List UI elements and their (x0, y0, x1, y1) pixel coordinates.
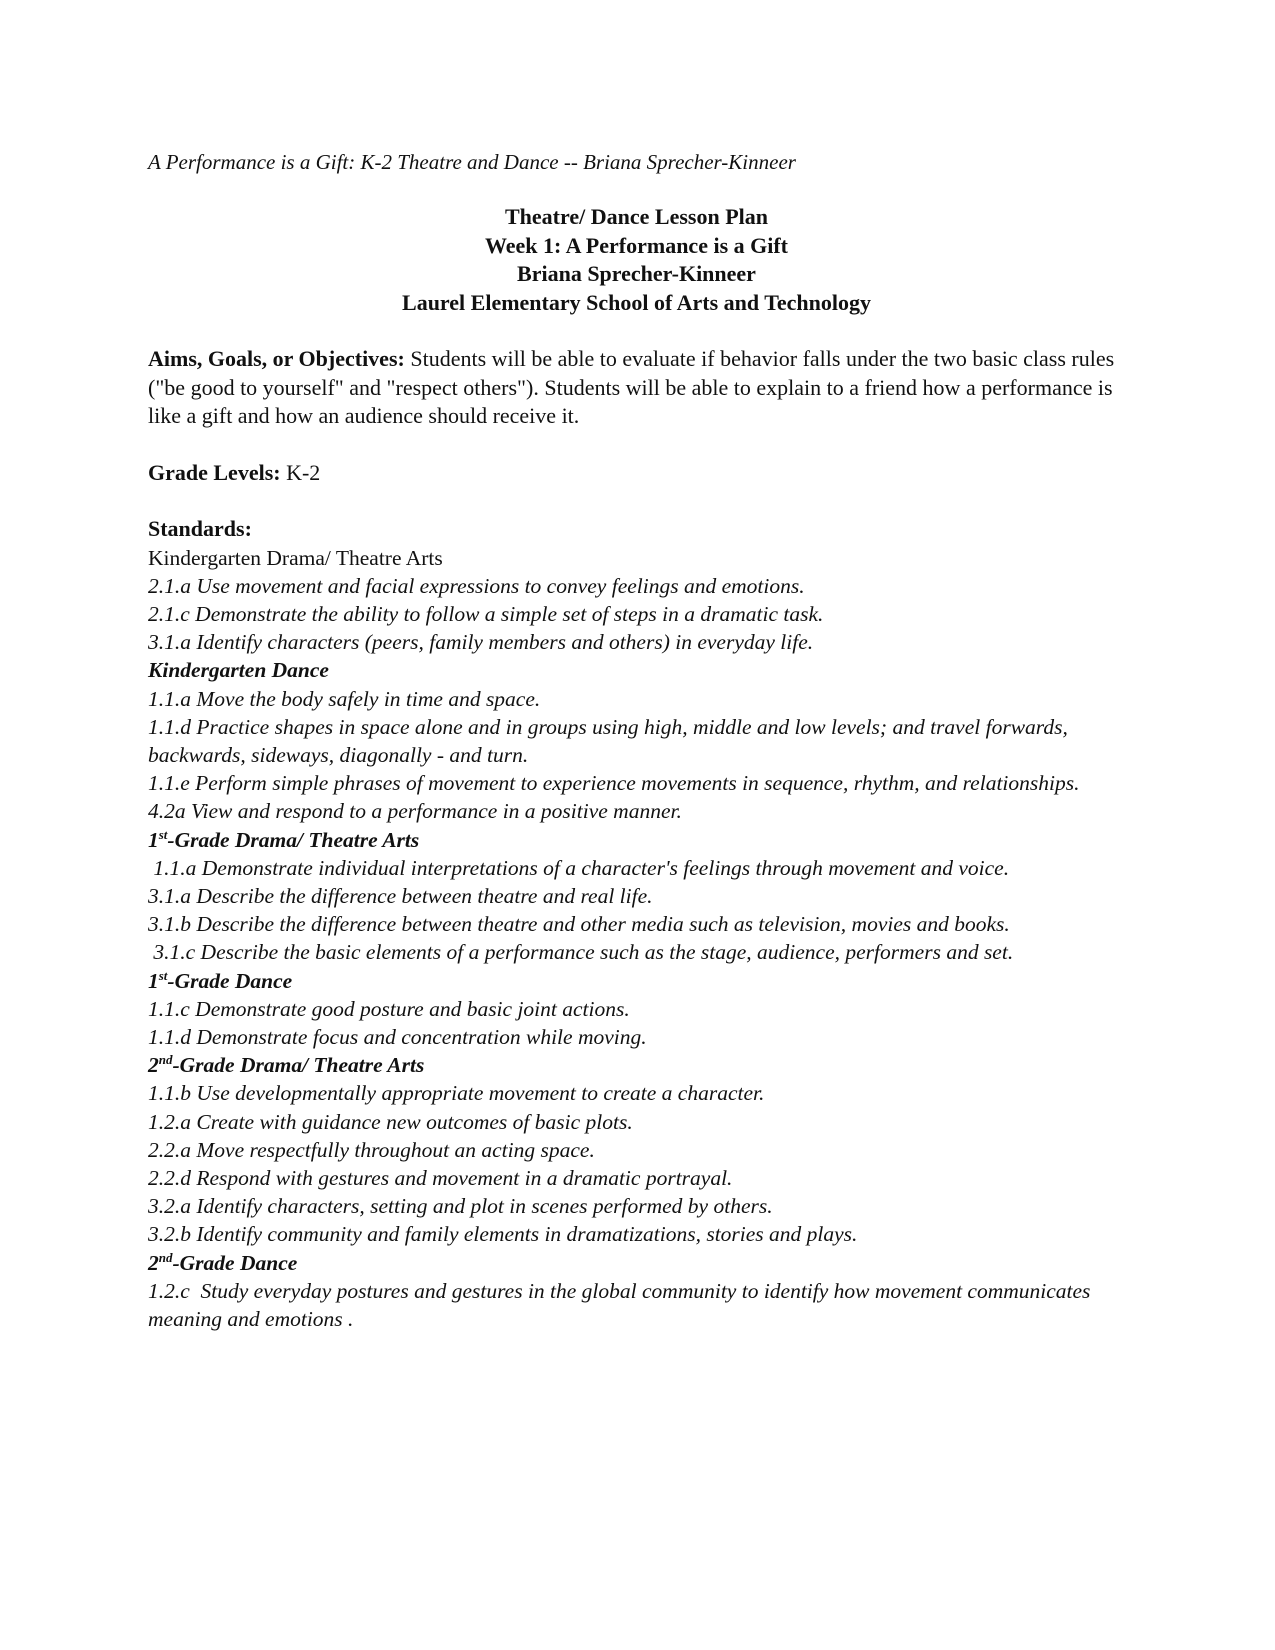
ordinal-suffix: st (158, 967, 168, 983)
heading-line-school: Laurel Elementary School of Arts and Technology (402, 289, 871, 315)
group-title-text: -Grade Drama/ Theatre Arts (172, 1053, 425, 1078)
standard-item: 1.1.e Perform simple phrases of movement to experience movements in sequence, rhythm, and relationships. (148, 771, 1080, 796)
group-title-k-drama: Kindergarten Drama/ Theatre Arts (148, 545, 443, 570)
standards-section (148, 515, 1125, 544)
standard-item: 1.1.b Use developmentally appropriate movement to create a character. (148, 1081, 765, 1106)
group-title-k-dance: Kindergarten Dance (148, 658, 329, 683)
group-title-g2-drama (148, 1051, 1125, 1079)
group-number: 2 (148, 1250, 159, 1275)
group-number: 1 (148, 827, 159, 852)
standards-list-k-drama (148, 572, 1125, 657)
standard-item: 1.1.d Practice shapes in space alone and in groups using high, middle and low levels; and travel forwards, backwards, sideways, diagonally - and turn. (148, 714, 1068, 767)
group-title-g1-dance (148, 967, 1125, 995)
group-number: 1 (148, 968, 159, 993)
heading-line-author: Briana Sprecher-Kinneer (517, 261, 756, 286)
standard-item: 1.1.c Demonstrate good posture and basic joint actions. (148, 996, 630, 1021)
grade-levels-label: Grade Levels: (148, 459, 281, 485)
standard-item: 3.1.a Describe the difference between theatre and real life. (148, 883, 653, 908)
standard-item: 4.2a View and respond to a performance in a positive manner. (148, 799, 682, 824)
running-title: A Performance is a Gift: K-2 Theatre and Dance -- Briana Sprecher-Kinneer (148, 150, 796, 174)
standards-list-g1-drama (148, 854, 1125, 967)
standard-item: 1.2.a Create with guidance new outcomes of basic plots. (148, 1109, 633, 1134)
grade-levels-value: K-2 (280, 459, 321, 485)
standard-item: 2.2.d Respond with gestures and movement in a dramatic portrayal. (148, 1165, 733, 1190)
group-title-g2-dance (148, 1249, 1125, 1277)
standard-item: 1.1.d Demonstrate focus and concentration while moving. (148, 1024, 647, 1049)
standard-item: 3.2.a Identify characters, setting and plot in scenes performed by others. (148, 1194, 773, 1219)
heading-line-week: Week 1: A Performance is a Gift (484, 232, 789, 258)
grade-levels-paragraph (148, 459, 1125, 488)
group-title-g1-drama (148, 826, 1125, 854)
group-number: 2 (148, 1053, 159, 1078)
ordinal-suffix: nd (158, 1249, 173, 1265)
standards-label: Standards: (148, 516, 252, 541)
aims-text: Students will be able to evaluate if behavior falls under the two basic class rules ("be good to yourself" and "respect others"). Students will be able to explain to a friend how a performance is like a gift and how an audience should receive it. (148, 346, 1115, 428)
standards-list-g1-dance (148, 995, 1125, 1051)
standard-item: 3.1.c Describe the basic elements of a performance such as the stage, audience, performers and set. (148, 940, 1014, 965)
aims-label: Aims, Goals, or Objectives: (148, 346, 405, 371)
standards-list-g2-dance (148, 1277, 1125, 1333)
standard-item: 3.1.b Describe the difference between theatre and other media such as television, movies and books. (148, 912, 1010, 937)
group-title-text: -Grade Dance (167, 968, 293, 993)
group-title-text: -Grade Dance (172, 1250, 298, 1275)
standard-item: 2.1.c Demonstrate the ability to follow a simple set of steps in a dramatic task. (148, 601, 824, 626)
group-title-text: -Grade Drama/ Theatre Arts (167, 827, 420, 852)
standard-item: 1.1.a Move the body safely in time and space. (148, 686, 541, 711)
standard-item: 1.1.a Demonstrate individual interpretations of a character's feelings through movement and voice. (148, 855, 1010, 880)
standards-list-k-dance (148, 685, 1125, 826)
heading-line-title: Theatre/ Dance Lesson Plan (505, 204, 768, 229)
lesson-heading (148, 203, 1125, 317)
standard-item: 3.1.a Identify characters (peers, family members and others) in everyday life. (148, 630, 814, 655)
standard-item: 2.1.a Use movement and facial expressions to convey feelings and emotions. (148, 573, 805, 598)
ordinal-suffix: nd (158, 1052, 173, 1067)
aims-paragraph (148, 345, 1125, 431)
standard-item: 2.2.a Move respectfully throughout an acting space. (148, 1137, 595, 1162)
ordinal-suffix: st (158, 826, 168, 842)
standard-item: 3.2.b Identify community and family elements in dramatizations, stories and plays. (148, 1222, 858, 1247)
standard-item: 1.2.c Study everyday postures and gestures in the global community to identify how movement communicates meaning and emotions . (148, 1278, 1096, 1331)
standards-list-g2-drama (148, 1079, 1125, 1248)
